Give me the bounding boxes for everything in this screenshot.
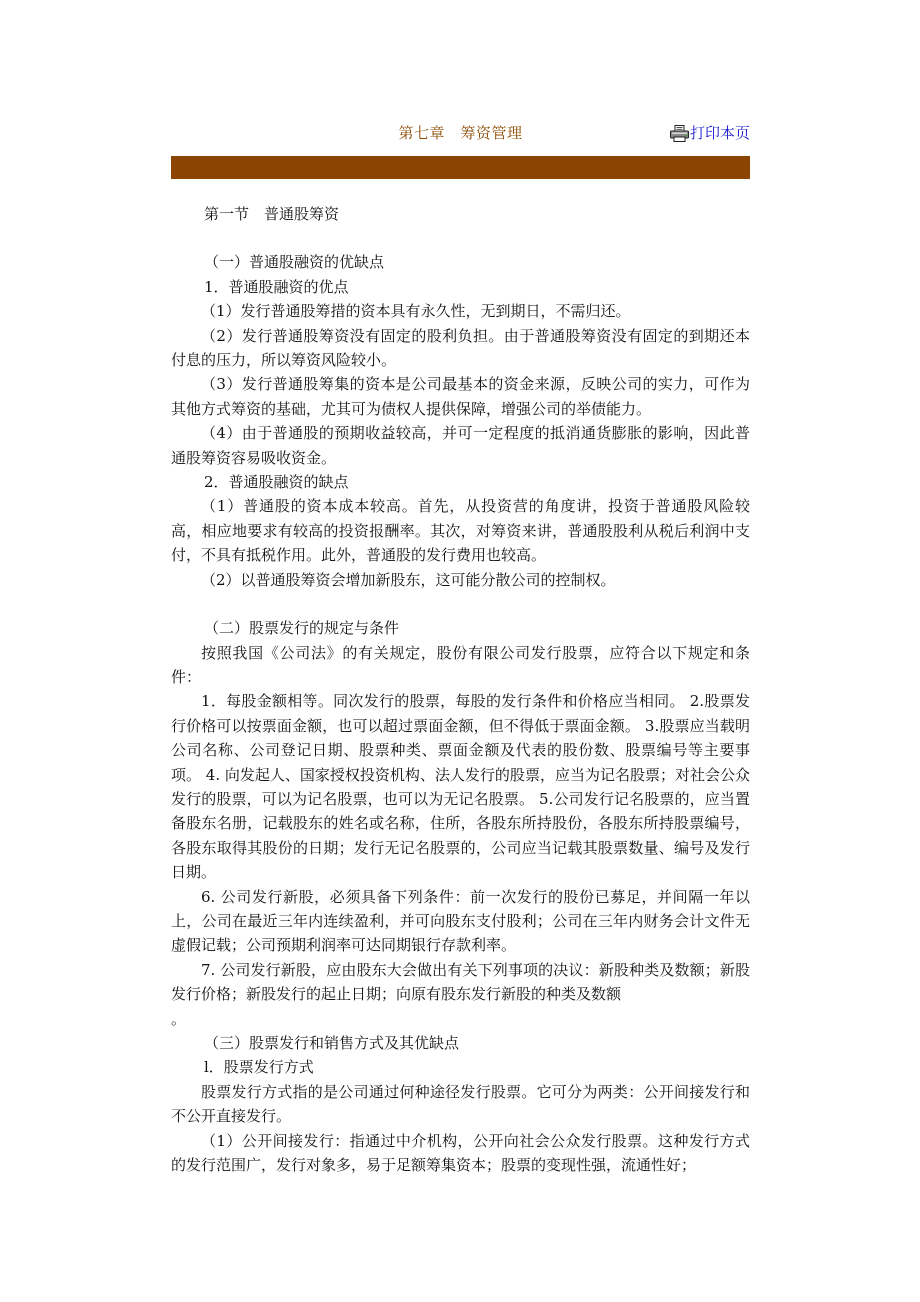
paragraph: 。: [171, 1009, 187, 1028]
list-heading: l．股票发行方式: [204, 1058, 314, 1077]
paragraph: （1）发行普通股筹措的资本具有永久性，无到期日，不需归还。: [201, 302, 631, 321]
paragraph: （1）公开间接发行：指通过中介机构，公开向社会公众发行股票。这种发行方式的发行范围广，发行对象多，易于足额筹集资本；股票的变现性强，流通性好；: [171, 1131, 750, 1175]
print-label: 打印本页: [689, 124, 750, 142]
list-heading: 1．普通股融资的优点: [204, 277, 349, 296]
paragraph: 6. 公司发行新股，必须具备下列条件：前一次发行的股份已募足，并间隔一年以上，公司在最近三年内连续盈利，并可向股东支付股利；公司在三年内财务会计文件无虚假记载；公司预期利润率可达同期银行存款利率。: [171, 887, 750, 955]
paragraph: （3）发行普通股筹集的资本是公司最基本的资金来源，反映公司的实力，可作为其他方式筹资的基础，尤其可为债权人提供保障，增强公司的举债能力。: [171, 375, 750, 418]
paragraph: （2）发行普通股筹资没有固定的股利负担。由于普通股筹资没有固定的到期还本付息的压力，所以筹资风险较小。: [171, 326, 750, 370]
paragraph: （4）由于普通股的预期收益较高，并可一定程度的抵消通货膨胀的影响，因此普通股筹资容易吸收资金。: [171, 424, 750, 467]
article-body: [171, 202, 750, 1177]
page-header: [171, 122, 750, 146]
spacer: [171, 592, 750, 616]
header-bar: [171, 156, 750, 179]
paragraph: 按照我国《公司法》的有关规定，股份有限公司发行股票，应符合以下规定和条件：: [171, 643, 750, 686]
subsection-heading: （二）股票发行的规定与条件: [204, 619, 400, 638]
paragraph: 7. 公司发行新股，应由股东大会做出有关下列事项的决议：新股种类及数额；新股发行价格；新股发行的起止日期；向原有股东发行新股的种类及数额: [171, 960, 750, 1004]
section-title: 第一节 普通股筹资: [204, 205, 340, 223]
paragraph: 1．每股金额相等。同次发行的股票，每股的发行条件和价格应当相同。 2.股票发行价格可以按票面金额，也可以超过票面金额，但不得低于票面金额。 3.股票应当载明公司名称、公司登记日期、股票种类、票面金额及代表的股份数、股票编号等主要事项。 4. 向发起人、国家授权投资机构、法人发行的股票，应当为记名股票；对社会公众发行的股票，可以为记名股票，也可以为无记名股票。 5.公司发行记名股票的，应当置备股东名册，记载股东的姓名或名称，住所，各股东所持股份，各股东所持股票编号，各股东取得其股份的日期；发行无记名股票的，公司应当记载其股票数量、编号及发行日期。: [171, 692, 750, 882]
print-page-link[interactable]: [670, 122, 750, 144]
paragraph: （1）普通股的资本成本较高。首先，从投资营的角度讲，投资于普通股风险较高，相应地要求有较高的投资报酬率。其次，对筹资来讲，普通股股利从税后利润中支付，不具有抵税作用。此外，普通股的发行费用也较高。: [171, 497, 750, 565]
list-heading: 2．普通股融资的缺点: [204, 473, 349, 492]
chapter-title: 第七章 筹资管理: [398, 124, 523, 142]
subsection-heading: （一）普通股融资的优缺点: [204, 253, 385, 272]
paragraph: （2）以普通股筹资会增加新股东，这可能分散公司的控制权。: [201, 570, 616, 589]
paragraph: 股票发行方式指的是公司通过何种途径发行股票。它可分为两类：公开间接发行和不公开直接发行。: [171, 1082, 750, 1126]
subsection-heading: （三）股票发行和销售方式及其优缺点: [204, 1034, 460, 1052]
spacer: [171, 226, 750, 250]
printer-icon: [670, 125, 689, 142]
